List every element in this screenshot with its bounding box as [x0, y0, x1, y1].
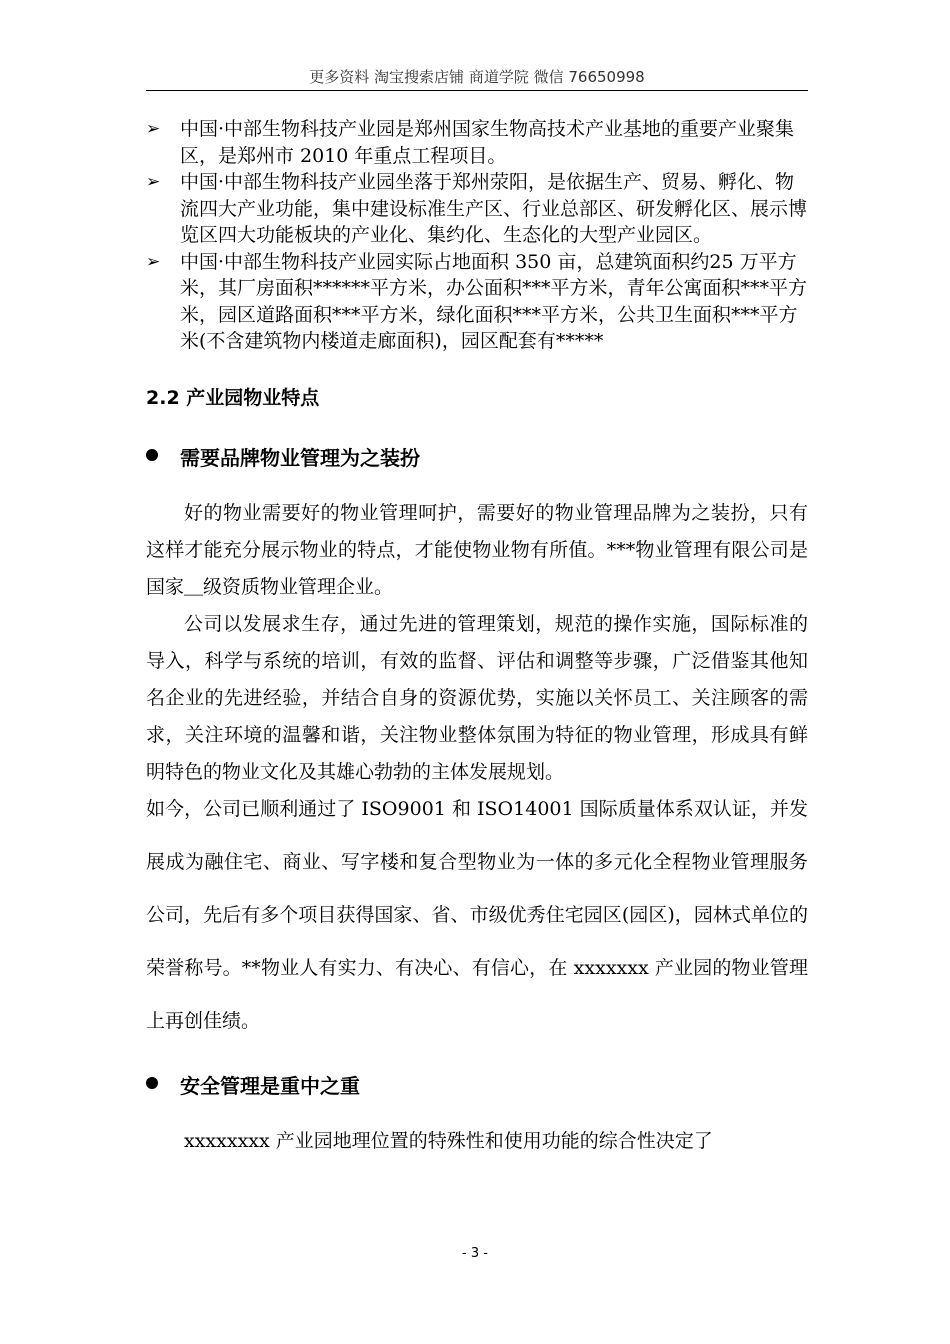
header-rule [146, 90, 808, 91]
paragraph: 如今，公司已顺利通过了 ISO9001 和 ISO14001 国际质量体系双认证，并发展成为融住宅、商业、写字楼和复合型物业为一体的多元化全程物业管理服务公司，先后有多个项目获得国家、省、市级优秀住宅园区(园区)，园林式单位的荣誉称号。**物业人有实力、有决心、有信心，在 xxxxxxx 产业园的物业管理上再创佳绩。 [146, 797, 808, 1032]
arrow-right-icon: ➢ [146, 119, 161, 139]
list-item [146, 169, 808, 249]
page-header: 更多资料 淘宝搜索店铺 商道学院 微信 76650998 [309, 68, 645, 86]
list-item-text: 中国·中部生物科技产业园实际占地面积 350 亩，总建筑面积约25 万平方米，其厂房面积******平方米，办公面积***平方米，青年公寓面积***平方米，园区道路面积***平方米，绿化面积***平方米，公共卫生面积***平方米(不含建筑物内楼道走廊面积)，园区配套有***** [180, 250, 808, 352]
filled-circle-icon [146, 1077, 158, 1089]
subheading-safety-management [146, 1070, 808, 1099]
page-content [146, 116, 808, 1160]
subheading-brand-management [146, 442, 808, 471]
page-number: - 3 - [462, 1246, 488, 1261]
list-item-text: 中国·中部生物科技产业园是郑州国家生物高技术产业基地的重要产业聚集区，是郑州市 2010 年重点工程项目。 [180, 118, 795, 167]
list-item-text: 中国·中部生物科技产业园坐落于郑州荥阳，是依据生产、贸易、孵化、物流四大产业功能，集中建设标准生产区、行业总部区、研发孵化区、展示博览区四大功能板块的产业化、集约化、生态化的大型产业园区。 [180, 171, 808, 246]
paragraph: xxxxxxxx 产业园地理位置的特殊性和使用功能的综合性决定了 [184, 1129, 713, 1152]
paragraph: 公司以发展求生存，通过先进的管理策划，规范的操作实施，国际标准的导入，科学与系统的培训，有效的监督、评估和调整等步骤，广泛借鉴其他知名企业的先进经验，并结合自身的资源优势，实施以关怀员工、关注顾客的需求，关注环境的温馨和谐，关注物业整体氛围为特征的物业管理，形成具有鲜明特色的物业文化及其雄心勃勃的主体发展规划。 [146, 612, 808, 783]
section-title: 2.2 产业园物业特点 [146, 386, 320, 409]
paragraph: 好的物业需要好的物业管理呵护，需要好的物业管理品牌为之装扮，只有这样才能充分展示物业的特点，才能使物业物有所值。***物业管理有限公司是国家＿级资质物业管理企业。 [146, 501, 808, 598]
bullet-list [146, 116, 808, 355]
subheading-text: 需要品牌物业管理为之装扮 [180, 445, 420, 470]
arrow-right-icon: ➢ [146, 251, 161, 272]
filled-circle-icon [146, 449, 158, 461]
list-item [146, 249, 808, 355]
subheading-text: 安全管理是重中之重 [180, 1073, 360, 1098]
arrow-right-icon: ➢ [146, 172, 161, 192]
list-item [146, 116, 808, 169]
